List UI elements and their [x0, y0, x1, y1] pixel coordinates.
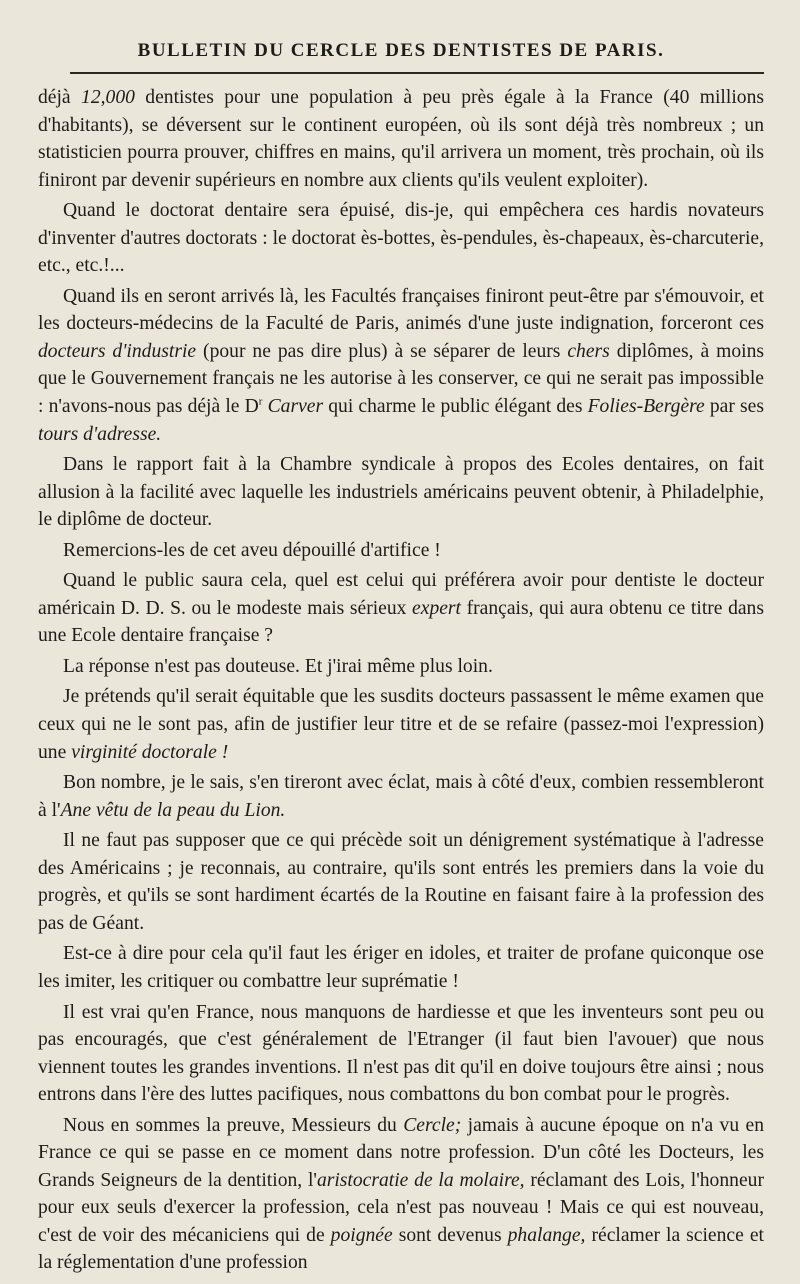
text-run: (pour ne pas dire plus) à se séparer de leurs [196, 340, 568, 362]
text-run: La réponse n'est pas douteuse. Et j'irai même plus loin. [63, 655, 493, 677]
article-body [38, 84, 764, 1277]
text-run: Nous en sommes la preuve, Messieurs du [63, 1114, 404, 1136]
italic-text: Carver [267, 396, 324, 418]
italic-text: Folies-Bergère [587, 396, 705, 418]
paragraph [38, 1112, 764, 1277]
text-run: français, qui aura obtenu ce titre dans une Ecole dentaire française ? [38, 597, 764, 647]
text-run: Il est vrai qu'en France, nous manquons de hardiesse et que les inventeurs sont peu ou pas encouragés, que c'est généralement de l'Etranger (il faut bien l'avouer) que nous viennent toutes les grandes inventions. Il n'est pas dit qu'il en doive toujours être ainsi ; nous entrons dans l'ère des luttes pacifiques, nous combattons du bon combat pour le progrès. [38, 1001, 764, 1106]
paragraph [38, 567, 764, 650]
text-run: réclamant des Lois, l'honneur pour eux seuls d'exercer la profession, cela n'est pas nouveau ! Mais ce qui est nouveau, c'est de voir des mécaniciens qui de [38, 1169, 764, 1246]
superscript-text: r [258, 395, 263, 408]
italic-text: Cercle; [403, 1114, 462, 1136]
text-run: Quand le public saura cela, quel est celui qui préférera avoir pour dentiste le docteur américain D. D. S. ou le modeste mais sérieux [38, 570, 764, 619]
text-run: diplômes, à moins que le Gouvernement français ne les autorise à les conserver, ce qui ne serait pas impossible : n'avons-nous pas déjà le D [38, 340, 764, 418]
italic-text: tours d'adresse. [38, 423, 162, 445]
running-title: BULLETIN DU CERCLE DES DENTISTES DE PARIS. [137, 40, 665, 61]
text-run: Quand le doctorat dentaire sera épuisé, dis-je, qui empêchera ces hardis novateurs d'inventer d'autres doctorats : le doctorat ès-bottes, ès-pendules, ès-chapeaux, ès-charcuterie, etc., etc.!... [38, 200, 764, 277]
text-run: jamais à aucune époque on n'a vu en France ce qui se passe en ce moment dans notre profession. D'un côté les Docteurs, les Grands Seigneurs de la dentition, l' [38, 1114, 765, 1191]
text-run: Quand ils en seront arrivés là, les Facultés françaises finiront peut-être par s'émouvoir, et les docteurs-médecins de la Faculté de Paris, animés d'une juste indignation, forceront ces [38, 285, 764, 335]
italic-text: aristocratie de la molaire, [316, 1169, 525, 1191]
text-run: Bon nombre, je le sais, s'en tireront avec éclat, mais à côté d'eux, combien ressembleront à l' [38, 772, 764, 821]
text-run: réclamer la science et la réglementation d'une profession [38, 1224, 764, 1274]
text-run: Je prétends qu'il serait équitable que les susdits docteurs passassent le même examen que ceux qui ne le sont pas, afin de justifier leur titre et de se refaire (passez-moi l'expression) une [38, 686, 764, 763]
paragraph [38, 940, 764, 995]
paragraph [38, 537, 764, 565]
paragraph [38, 999, 764, 1109]
italic-text: poignée [330, 1224, 393, 1246]
text-run: par ses [704, 396, 764, 418]
italic-text: phalange, [507, 1224, 586, 1246]
paragraph [38, 769, 764, 824]
text-run: sont devenus [392, 1224, 508, 1246]
text-run: Dans le rapport fait à la Chambre syndicale à propos des Ecoles dentaires, on fait allusion à la facilité avec laquelle les industriels américains peuvent obtenir, à Philadelphie, le diplôme de docteur. [38, 454, 764, 531]
text-run: qui charme le public élégant des [323, 396, 588, 418]
paragraph [38, 653, 764, 681]
italic-text: chers [567, 340, 610, 362]
italic-text: docteurs d'industrie [38, 340, 197, 362]
text-run: Remercions-les de cet aveu dépouillé d'artifice ! [63, 539, 441, 561]
paragraph [38, 283, 764, 448]
header-rule [70, 72, 764, 74]
text-run: dentistes pour une population à peu près égale à la France (40 millions d'habitants), se déversent sur le continent européen, où ils sont déjà très nombreux ; un statisticien pourra prouver, chiffres en mains, qu'il arrivera un moment, très prochain, où ils finiront par devenir supérieurs en nombre aux clients qu'ils veulent exploiter). [38, 87, 764, 191]
paragraph [38, 827, 764, 937]
paragraph [38, 683, 764, 766]
italic-text: expert [412, 597, 462, 619]
italic-text: virginité doctorale ! [71, 741, 229, 763]
text-run: Il ne faut pas supposer que ce qui précède soit un dénigrement systématique à l'adresse des Américains ; je reconnais, au contraire, qu'ils sont entrés les premiers dans la voie du progrès, et qu'ils se sont hardiment écartés de la Routine en faisant faire à la profession des pas de Géant. [38, 830, 764, 934]
paragraph [38, 84, 764, 194]
italic-text: 12,000 [81, 87, 135, 108]
italic-text: Ane vêtu de la peau du Lion. [60, 799, 286, 821]
paragraph [38, 451, 764, 534]
text-run: Est-ce à dire pour cela qu'il faut les ériger en idoles, et traiter de profane quiconque ose les imiter, les critiquer ou combattre leur suprématie ! [38, 943, 764, 992]
text-run: déjà [38, 87, 82, 108]
paragraph [38, 197, 764, 280]
